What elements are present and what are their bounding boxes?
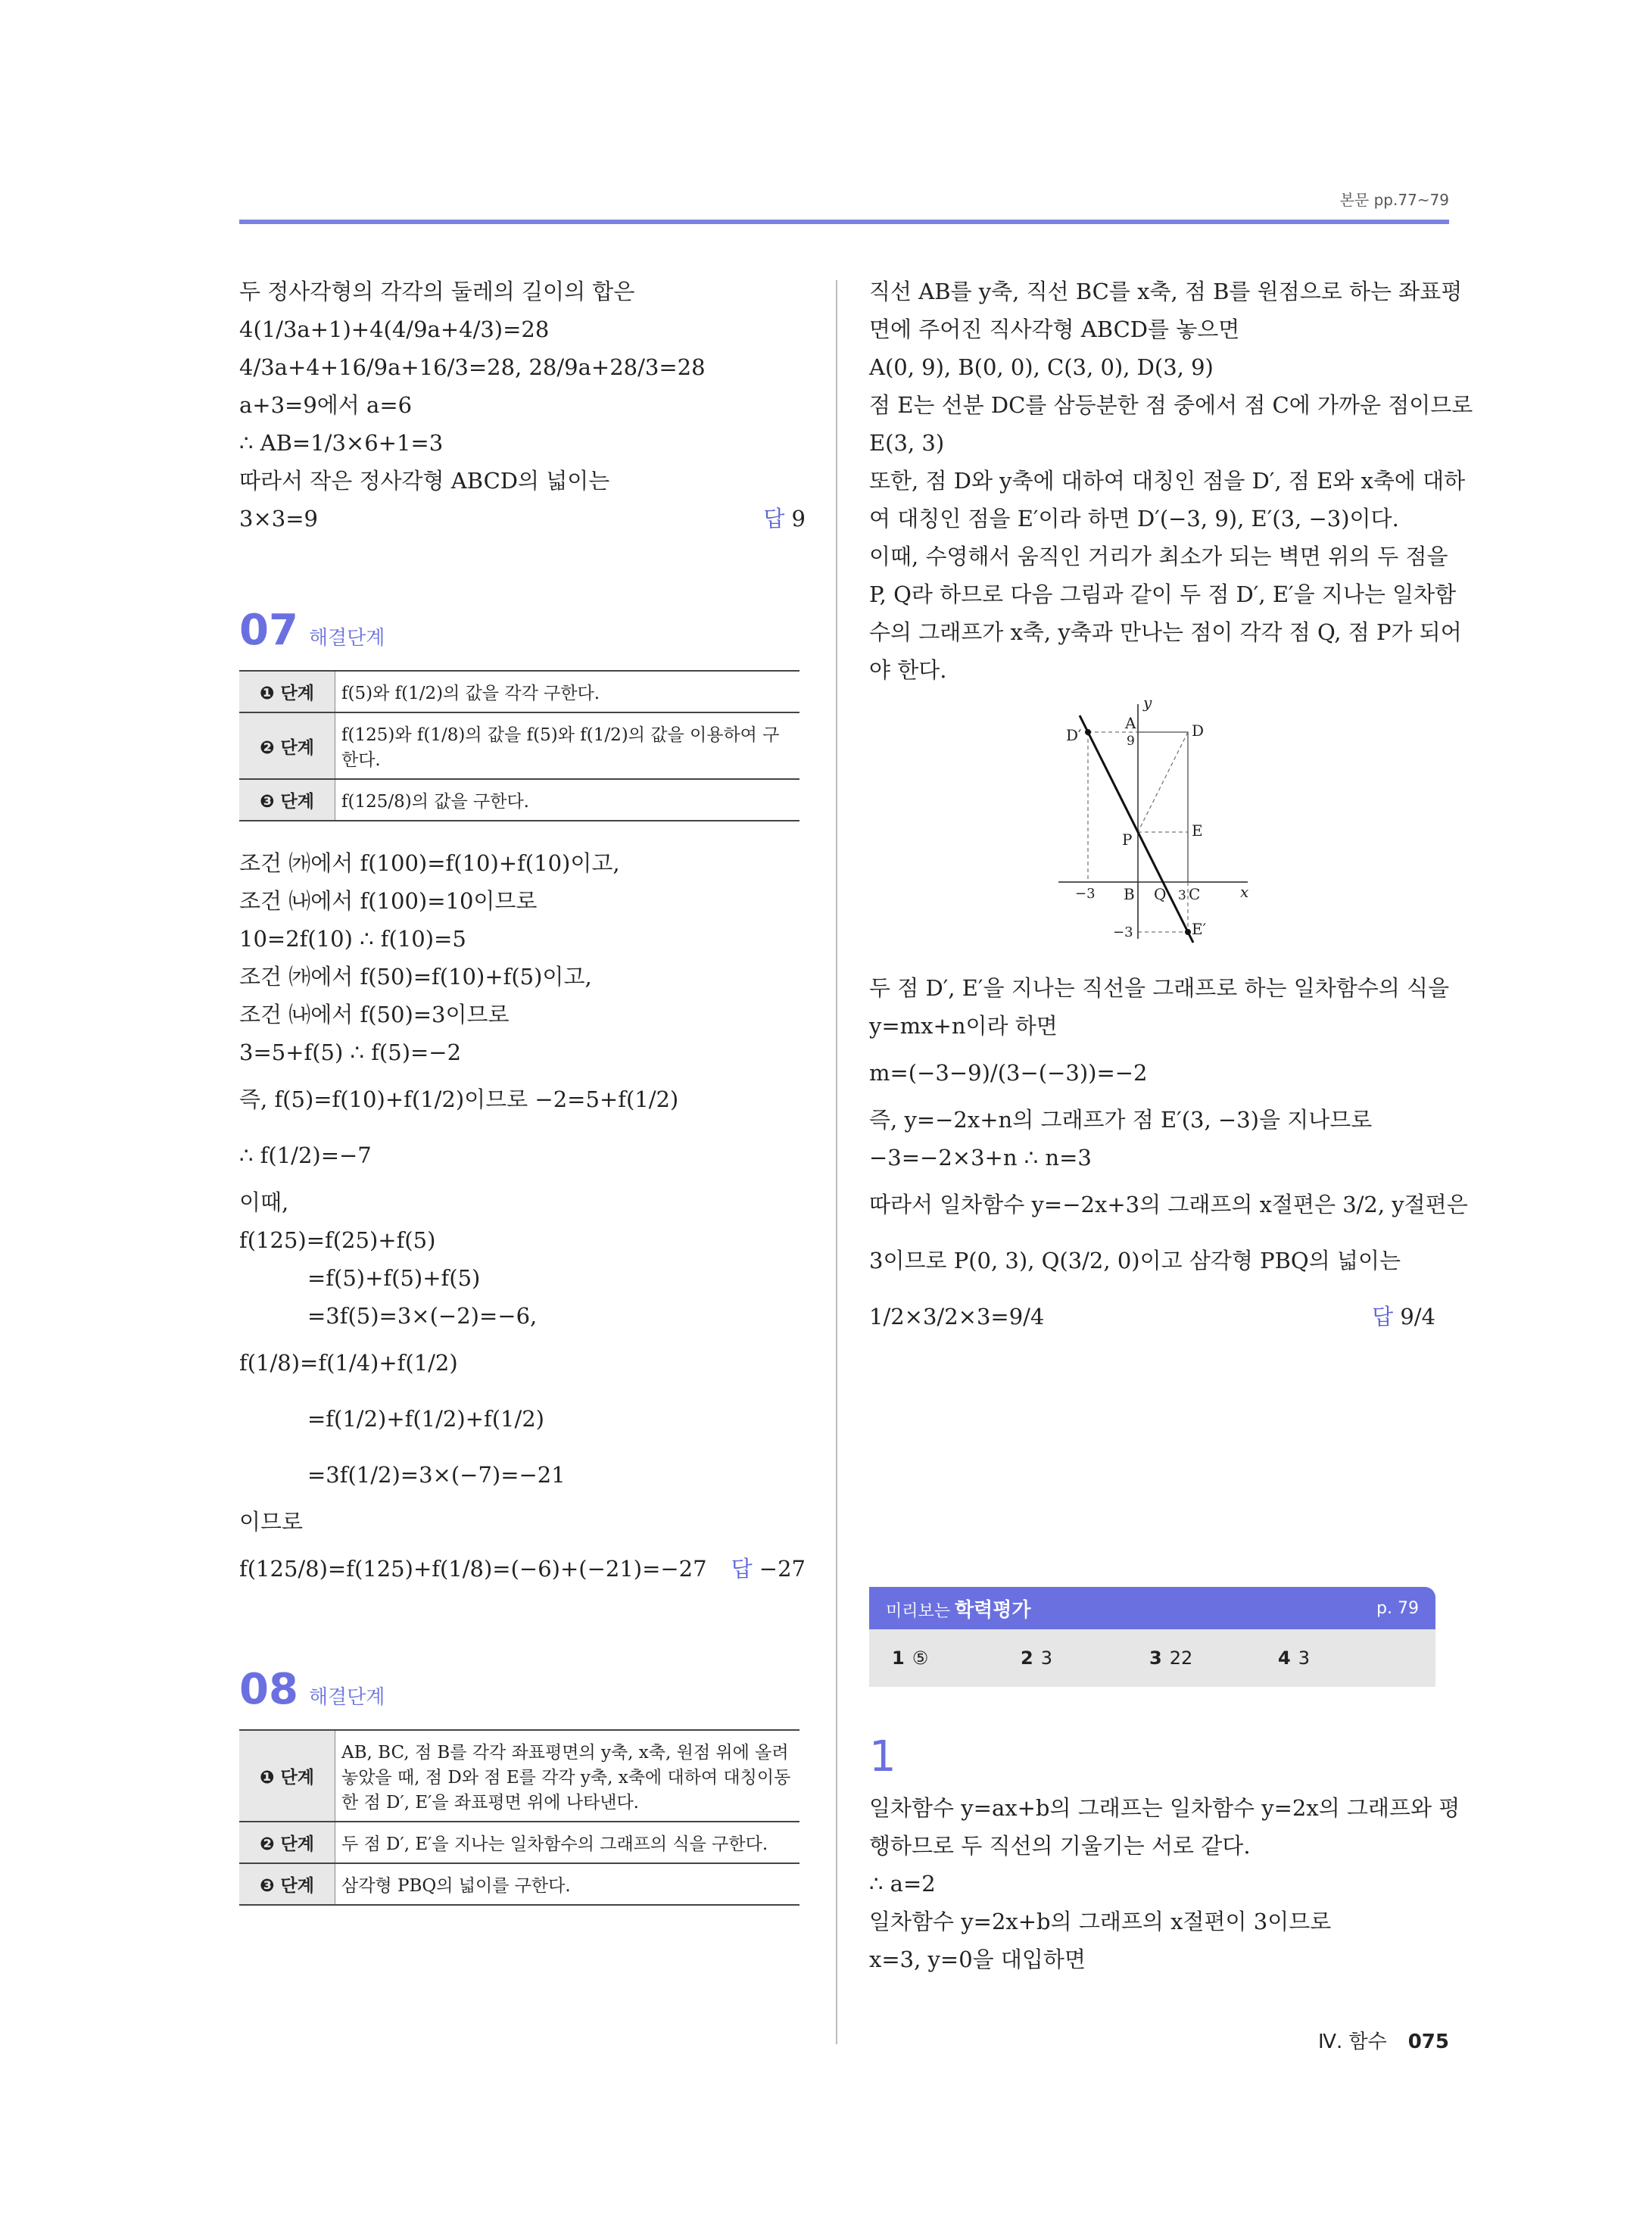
preview-header-bar (869, 1587, 1435, 1629)
equation-line: =3f(1/2)=3×(−7)=−21 (307, 1462, 566, 1488)
preview-answer-item (1149, 1647, 1278, 1669)
text-line: 두 점 D′, E′을 지나는 직선을 그래프로 하는 일차함수의 식을 (869, 975, 1450, 1001)
label-neg3-y: −3 (1113, 924, 1133, 940)
item-value: 22 (1169, 1647, 1193, 1669)
coordinate-graph (869, 697, 1435, 946)
answer-label: 답 (1372, 1304, 1394, 1329)
line-dprime-eprime (1080, 715, 1193, 943)
text-line: 면에 주어진 직사각형 ABCD를 놓으면 (869, 316, 1240, 342)
solution-steps-table (239, 1729, 800, 1906)
chapter-label: Ⅳ. 함수 (1317, 2031, 1387, 2053)
section-number: 07 (239, 606, 298, 655)
page-number: 075 (1407, 2031, 1449, 2053)
rectangle-abcd (1138, 732, 1188, 882)
label-eprime: E′ (1192, 920, 1207, 938)
text-line: 두 정사각형의 각각의 둘레의 길이의 합은 (239, 279, 635, 304)
preview-answer-item (892, 1647, 1021, 1669)
step-label: ❸ 단계 (239, 1863, 335, 1905)
label-p: P (1122, 831, 1133, 849)
item-value: ⑤ (912, 1647, 929, 1669)
equation-line: 3=5+f(5) ∴ f(5)=−2 (239, 1040, 462, 1065)
answer-value: −27 (759, 1556, 806, 1582)
text-line: 이므로 (239, 1509, 304, 1535)
equation-line: =3f(5)=3×(−2)=−6, (307, 1303, 538, 1329)
answer-line (239, 1541, 806, 1597)
section-number: 08 (239, 1665, 298, 1714)
label-a: A (1125, 714, 1136, 732)
preview-answer-item (1278, 1647, 1407, 1669)
step-desc: f(5)와 f(1/2)의 값을 각각 구한다. (335, 671, 800, 712)
step-row (239, 671, 800, 712)
equation-line: ∴ f(1/2)=−7 (239, 1142, 372, 1168)
dashed-line (1138, 732, 1188, 832)
step-row (239, 1863, 800, 1905)
step-row (239, 1822, 800, 1863)
answer (1372, 1289, 1435, 1345)
label-neg3-x: −3 (1075, 886, 1096, 902)
section-label: 해결단계 (308, 1686, 385, 1709)
label-three: 3 (1178, 888, 1186, 903)
step-label: ❷ 단계 (239, 1822, 335, 1863)
item-number: 1 (892, 1647, 905, 1669)
label-dprime: D′ (1066, 726, 1082, 744)
y-axis-label: y (1143, 697, 1152, 712)
text-line: 따라서 작은 정사각형 ABCD의 넓이는 (239, 468, 610, 494)
answer-label: 답 (763, 506, 785, 531)
step-desc: 두 점 D′, E′을 지나는 일차함수의 그래프의 식을 구한다. (335, 1822, 800, 1863)
answer-label: 답 (731, 1556, 753, 1582)
text-line: 즉, y=−2x+n의 그래프가 점 E′(3, −3)을 지나므로 (869, 1107, 1373, 1133)
answer-value: 9 (791, 506, 806, 531)
label-e: E (1192, 821, 1203, 840)
page-reference: 본문 pp.77~79 (1339, 191, 1449, 209)
text-line: 일차함수 y=ax+b의 그래프는 일차함수 y=2x의 그래프와 평 (869, 1795, 1460, 1821)
equation-text: 3×3=9 (239, 506, 318, 531)
text-line: 야 한다. (869, 657, 947, 683)
item-number: 3 (1149, 1647, 1162, 1669)
text-line: 따라서 일차함수 y=−2x+3의 그래프의 x절편은 3/2, y절편은 (869, 1192, 1468, 1217)
label-nine: 9 (1127, 734, 1135, 749)
text-line: 여 대칭인 점을 E′이라 하면 D′(−3, 9), E′(3, −3)이다. (869, 506, 1399, 531)
label-b: B (1124, 885, 1135, 903)
text-line: 조건 ㈏에서 f(50)=3이므로 (239, 1002, 510, 1027)
step-row (239, 712, 800, 779)
text-line: 직선 AB를 y축, 직선 BC를 x축, 점 B를 원점으로 하는 좌표평 (869, 279, 1463, 304)
text-line: 행하므로 두 직선의 기울기는 서로 같다. (869, 1833, 1251, 1859)
preview-answers-row (869, 1629, 1435, 1687)
text-line: P, Q라 하므로 다음 그림과 같이 두 점 D′, E′을 지나는 일차함 (869, 581, 1457, 607)
text-line: 이때, (239, 1189, 289, 1215)
item-value: 3 (1298, 1647, 1310, 1669)
item-number: 2 (1021, 1647, 1033, 1669)
equation-line: −3=−2×3+n ∴ n=3 (869, 1145, 1092, 1170)
text-line: y=mx+n이라 하면 (869, 1013, 1058, 1039)
step-row (239, 779, 800, 821)
step-desc: AB, BC, 점 B를 각각 좌표평면의 y축, x축, 원점 위에 올려놓았을 때, 점 D와 점 E를 각각 y축, x축에 대하여 대칭이동한 점 D′, E′을 좌표평면 위에 나타낸다. (335, 1730, 800, 1822)
graph-svg (1058, 697, 1255, 946)
left-column (239, 273, 806, 1906)
text-line: 점 E는 선분 DC를 삼등분한 점 중에서 점 C에 가까운 점이므로 (869, 392, 1473, 418)
equation-line: =f(5)+f(5)+f(5) (307, 1265, 481, 1291)
equation-line: ∴ AB=1/3×6+1=3 (239, 430, 444, 456)
equation-text: 1/2×3/2×3=9/4 (869, 1304, 1045, 1329)
equation-line: f(125)=f(25)+f(5) (239, 1227, 436, 1253)
x-axis-label: x (1240, 883, 1249, 901)
equation-line: 즉, f(5)=f(10)+f(1/2)이므로 −2=5+f(1/2) (239, 1086, 679, 1112)
text-line: 조건 ㈎에서 f(100)=f(10)+f(10)이고, (239, 850, 620, 876)
equation-line: =f(1/2)+f(1/2)+f(1/2) (307, 1406, 544, 1432)
point-eprime (1185, 929, 1191, 935)
section-08-heading (239, 1665, 806, 1714)
solution-steps-table (239, 670, 800, 821)
step-label: ❷ 단계 (239, 712, 335, 779)
right-column (869, 273, 1473, 1978)
point-dprime (1085, 729, 1091, 735)
answer (763, 500, 806, 538)
header-rule (239, 220, 1449, 224)
text-line: 조건 ㈏에서 f(100)=10이므로 (239, 888, 538, 914)
step-desc: f(125/8)의 값을 구한다. (335, 779, 800, 821)
text-line: 이때, 수영해서 움직인 거리가 최소가 되는 벽면 위의 두 점을 (869, 544, 1448, 569)
answer-value: 9/4 (1400, 1304, 1435, 1329)
equation-line: m=(−3−9)/(3−(−3))=−2 (869, 1060, 1148, 1086)
label-q: Q (1154, 885, 1167, 903)
step-row (239, 1730, 800, 1822)
equation-text: f(125/8)=f(125)+f(1/8)=(−6)+(−21)=−27 (239, 1556, 707, 1582)
item-value: 3 (1040, 1647, 1052, 1669)
equation-line: 4(1/3a+1)+4(4/9a+4/3)=28 (239, 316, 550, 342)
text-line: A(0, 9), B(0, 0), C(3, 0), D(3, 9) (869, 354, 1214, 380)
step-desc: 삼각형 PBQ의 넓이를 구한다. (335, 1863, 800, 1905)
text-line: 조건 ㈎에서 f(50)=f(10)+f(5)이고, (239, 964, 592, 990)
text-line: 수의 그래프가 x축, y축과 만나는 점이 각각 점 Q, 점 P가 되어 (869, 619, 1462, 645)
question-1-number: 1 (869, 1732, 896, 1781)
label-c: C (1189, 885, 1201, 903)
answer (731, 1541, 806, 1597)
text-line: 일차함수 y=2x+b의 그래프의 x절편이 3이므로 (869, 1909, 1332, 1934)
equation-line: ∴ a=2 (869, 1871, 936, 1897)
text-line: 3이므로 P(0, 3), Q(3/2, 0)이고 삼각형 PBQ의 넓이는 (869, 1248, 1401, 1273)
page-footer (1318, 2026, 1449, 2054)
equation-line: 10=2f(10) ∴ f(10)=5 (239, 926, 466, 952)
preview-page: p. 79 (1376, 1598, 1419, 1618)
equation-line: 4/3a+4+16/9a+16/3=28, 28/9a+28/3=28 (239, 354, 706, 380)
preview-title-big: 학력평가 (955, 1598, 1031, 1622)
text-line: E(3, 3) (869, 430, 945, 456)
answer-line (869, 1289, 1435, 1345)
equation-line: f(1/8)=f(1/4)+f(1/2) (239, 1350, 458, 1376)
step-desc: f(125)와 f(1/8)의 값을 f(5)와 f(1/2)의 값을 이용하여 구한다. (335, 712, 800, 779)
preview-answer-item (1021, 1647, 1149, 1669)
step-label: ❶ 단계 (239, 1730, 335, 1822)
step-label: ❸ 단계 (239, 779, 335, 821)
text-line: 또한, 점 D와 y축에 대하여 대칭인 점을 D′, 점 E와 x축에 대하 (869, 468, 1466, 494)
answer-line (239, 500, 806, 538)
label-d: D (1192, 722, 1205, 740)
step-label: ❶ 단계 (239, 671, 335, 712)
preview-title-small: 미리보는 (886, 1601, 951, 1621)
text-line: x=3, y=0을 대입하면 (869, 1947, 1086, 1972)
section-label: 해결단계 (308, 627, 385, 650)
equation-line: a+3=9에서 a=6 (239, 392, 413, 418)
column-divider (836, 280, 837, 2044)
section-07-heading (239, 606, 806, 655)
item-number: 4 (1278, 1647, 1291, 1669)
